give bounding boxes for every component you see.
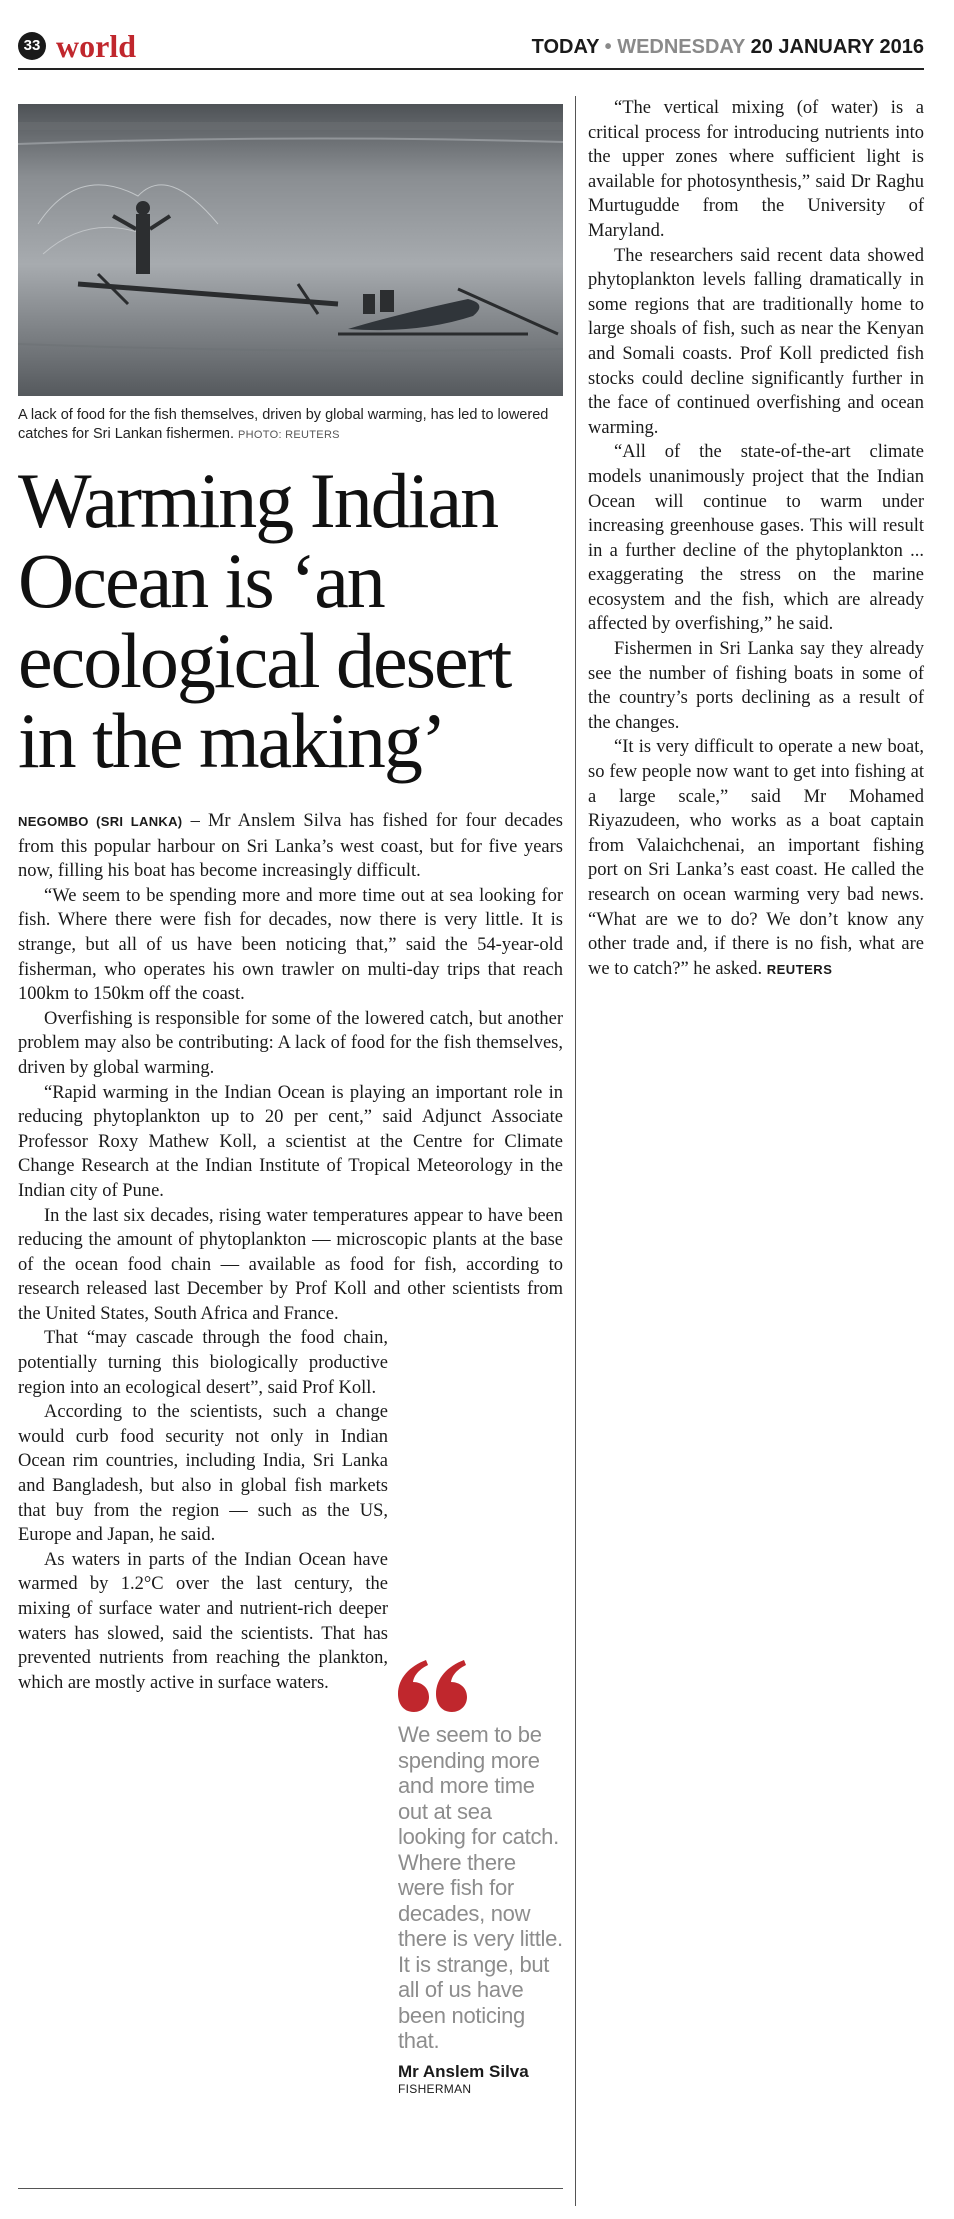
closing-paragraph bbox=[588, 735, 924, 982]
closing-text: “It is very difficult to operate a new boat, so few people now want to get into fishing at a large scale,” said Mr Mohamed Riyazudeen, who works as a boat captain from Valaichchenai, an important fishing port on Sri Lanka’s east coast. He called the research on ocean warming very bad news. “What are we to do? We don’t know any other trade and, if there is no fish, what are we to catch?” he asked. bbox=[588, 737, 924, 979]
photo-credit: PHOTO: REUTERS bbox=[238, 429, 340, 441]
section-label: world bbox=[56, 28, 136, 64]
photo-caption bbox=[18, 406, 563, 445]
header-separator: • bbox=[599, 36, 618, 58]
body-paragraph: “The vertical mixing (of water) is a critical process for introducing nutrients into the upper zones where sufficient light is available for photosynthesis,” said Dr Raghu Murtugudde from the University of Maryland. bbox=[588, 98, 924, 241]
lead-paragraph bbox=[18, 809, 563, 884]
fishermen-photo bbox=[18, 104, 563, 396]
dateline: NEGOMBO (SRI LANKA) bbox=[18, 814, 183, 829]
lead-text: – Mr Anslem Silva has fished for four decades from this popular harbour on Sri Lanka’s west coast, but for five years now, filling his boat has become increasingly difficult. bbox=[18, 811, 564, 882]
header-weekday: WEDNESDAY bbox=[617, 36, 746, 58]
right-column bbox=[588, 96, 924, 982]
column-rule bbox=[575, 96, 576, 2206]
pull-quote-name: Mr Anslem Silva bbox=[398, 2061, 529, 2081]
article-body-left bbox=[18, 809, 563, 1695]
page-number: 33 bbox=[18, 32, 46, 60]
body-paragraph: “We seem to be spending more and more time out at sea looking for fish. Where there were fish for decades, now there is very little. It is strange, but all of us have been noticing that,” said the 54-year-old fisherman, who operates his own trawler on multi-day trips that reach 100km to 150km off the coast. bbox=[18, 885, 563, 1005]
article-body-right bbox=[588, 96, 924, 982]
page-header bbox=[18, 28, 924, 70]
narrow-body bbox=[18, 1326, 388, 1695]
article-headline: Warming Indian Ocean is ‘an ecological desert in the making’ bbox=[18, 457, 511, 784]
agency-credit: REUTERS bbox=[766, 961, 833, 977]
body-paragraph: As waters in parts of the Indian Ocean have warmed by 1.2°C over the last century, the mixing of surface water and nutrient-rich deeper waters has slowed, said the scientists. That has prevented nutrients from reaching the plankton, which are mostly active in surface waters. bbox=[18, 1549, 388, 1693]
body-paragraph: The researchers said recent data showed phytoplankton levels falling dramatically in some regions that are traditionally home to large shoals of fish, such as near the Kenyan and Somali coasts. Prof Koll predicted fish stocks could decline significantly further in the face of continued overfishing and ocean warming. bbox=[588, 245, 924, 438]
body-paragraph: That “may cascade through the food chain, potentially turning this biologically productive region into an ecological desert”, said Prof Koll. bbox=[18, 1328, 388, 1398]
caption-text: A lack of food for the fish themselves, driven by global warming, has led to lowered catches for Sri Lankan fishermen. bbox=[18, 407, 549, 442]
header-date: 20 JANUARY 2016 bbox=[745, 36, 924, 58]
body-paragraph: In the last six decades, rising water temperatures appear to have been reducing the amount of phytoplankton — microscopic plants at the base of the ocean food chain — available as food for fish, according to research released last December by Prof Koll and other scientists from the United States, South Africa and France. bbox=[18, 1205, 563, 1324]
news-photo bbox=[18, 104, 563, 396]
body-paragraph: “All of the state-of-the-art climate models unanimously project that the Indian Ocean will continue to warm under increasing greenhouse gases. This will result in a further decline of the phytoplankton ... exaggerating the stress on the marine ecosystem and the fish, which are already affected by overfishing,” he said. bbox=[588, 442, 924, 635]
pull-quote-role: FISHERMAN bbox=[398, 2081, 472, 2096]
header-dateline bbox=[532, 36, 924, 59]
body-paragraph: Overfishing is responsible for some of the lowered catch, but another problem may also be contributing: A lack of food for the fish themselves, driven by global warming. bbox=[18, 1008, 563, 1078]
pull-quote-text: We seem to be spending more and more time out at sea looking for catch. Where there were fish for decades, now there is very little. It is strange, but all of us have been noticing that. bbox=[398, 1722, 563, 2053]
bottom-rule bbox=[18, 2188, 563, 2189]
quote-icon bbox=[398, 1660, 468, 1712]
paper-name: TODAY bbox=[531, 36, 600, 58]
pull-quote bbox=[398, 1660, 563, 2096]
left-column bbox=[18, 104, 563, 1695]
body-paragraph: “Rapid warming in the Indian Ocean is playing an important role in reducing phytoplankton up to 20 per cent,” said Adjunct Associate Professor Roxy Mathew Koll, a scientist at the Centre for Climate Change Research at the Indian Institute of Tropical Meteorology in the Indian city of Pune. bbox=[18, 1082, 563, 1201]
body-paragraph: Fishermen in Sri Lanka say they already see the number of fishing boats in some of the country’s ports declining as a result of the changes. bbox=[588, 639, 924, 733]
body-paragraph: According to the scientists, such a change would curb food security not only in Indian Ocean rim countries, including India, Sri Lanka and Bangladesh, but also in global fish markets that buy from the region — such as the US, Europe and Japan, he said. bbox=[18, 1402, 388, 1546]
